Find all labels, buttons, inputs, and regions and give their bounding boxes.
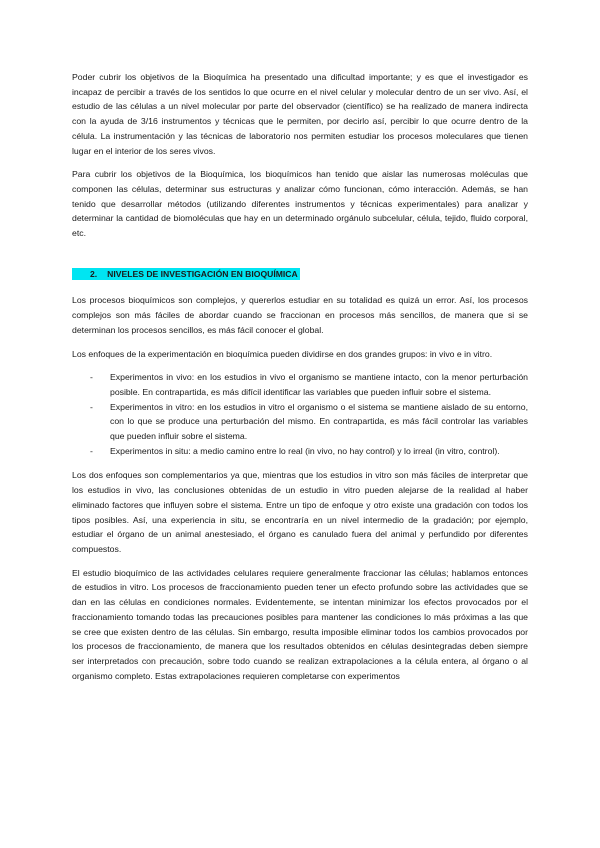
paragraph-enfoques: Los enfoques de la experimentación en bioquímica pueden dividirse en dos grandes grupos: in vivo e in vitro.: [72, 348, 493, 359]
paragraph-objetivos: Poder cubrir los objetivos de la Bioquímica ha presentado una dificultad importante; y es que el investigador es incapaz de percibir a través de los sentidos lo que ocurre en el nivel celular y molecular dentro de un ser vivo. Así, el estudio de las células a un nivel molecular por parte del observador (científico) se ha realizado de manera indirecta con la ayuda de 3/16 instrumentos y técnicas que le permiten, por decirlo así, percibir lo que ocurre dentro de la célula. La instrumentación y las técnicas de laboratorio nos permiten estudiar los procesos moleculares que tienen lugar en el interior de los seres vivos.: [72, 72, 528, 156]
paragraph-fraccionamiento: El estudio bioquímico de las actividades celulares requiere generalmente fraccionar las células; hablamos entonces de estudios in vitro. Los procesos de fraccionamiento pueden tener un efecto profundo sobre las actividades que se dan en las células en condiciones normales. Evidentemente, se intentan minimizar los efectos provocados por el fraccionamiento tomando todas las precauciones posibles para mantener las condiciones lo más próximas a las que se cree que existen dentro de las células. Sin embargo, resulta imposible eliminar todos los cambios provocados por los procesos de fraccionamiento, de manera que los resultados obtenidos en células desintegradas deben siempre ser interpretados con precaución, sobre todo cuando se realizan extrapolaciones a la célula entera, al órgano o al organismo completo. Estas extrapolaciones requieren completarse con experimentos: [72, 567, 528, 681]
experiment-list: [72, 370, 528, 458]
paragraph-procesos: Los procesos bioquímicos son complejos, y quererlos estudiar en su totalidad es quizá un error. Así, los procesos complejos son más fáciles de abordar cuando se fraccionan en procesos más sencillos, de manera que si se determinan los procesos sencillos, es más fácil conocer el global.: [72, 295, 528, 335]
list-marker: -: [90, 372, 93, 383]
list-marker: -: [90, 401, 93, 412]
heading-highlight: [72, 268, 300, 280]
paragraph-complementarios: Los dos enfoques son complementarios ya que, mientras que los estudios in vitro son más fáciles de interpretar que los estudios in vivo, las conclusiones obtenidas de un estudio in vitro pueden alejarse de la realidad al haber eliminado factores que influyen sobre el sistema. Entre un tipo de enfoque y otro existe una gradación con todos los tipos posibles. Así, una experiencia in situ, se encontraría en un nivel intermedio de la gradación; por ejemplo, estudiar el órgano de un animal anestesiado, el órgano es canulado fuera del animal y perfundido por diferentes compuestos.: [72, 470, 528, 554]
paragraph-aislamiento: Para cubrir los objetivos de la Bioquímica, los bioquímicos han tenido que aislar las numerosas moléculas que componen las células, determinar sus estructuras y analizar cómo funcionan, cómo interacción. Además, se han tenido que desarrollar métodos (utilizando diferentes instrumentos y técnicas experimentales) para analizar y determinar la cantidad de biomoléculas que hay en un determinado orgánulo subcelular, célula, tejido, fluido corporal, etc.: [72, 169, 528, 239]
list-item: [90, 370, 528, 399]
list-item: [90, 444, 528, 459]
heading-number: 2.: [90, 268, 98, 279]
list-item-text: Experimentos in vivo: en los estudios in vivo el organismo se mantiene intacto, con la menor perturbación posible. En contrapartida, es más difícil identificar las variables que pueden influir sobre el sistema.: [110, 372, 528, 397]
list-marker: -: [90, 445, 93, 456]
section-heading: [72, 267, 528, 282]
list-item: [90, 400, 528, 444]
list-item-text: Experimentos in situ: a medio camino entre lo real (in vivo, no hay control) y lo irreal (in vitro, control).: [110, 445, 500, 456]
heading-text: NIVELES DE INVESTIGACIÓN EN BIOQUÍMICA: [107, 268, 298, 279]
list-item-text: Experimentos in vitro: en los estudios in vitro el organismo o el sistema se mantiene aislado de su entorno, con lo que se produce una perturbación del mismo. En contrapartida, es más fácil controlar las variables que pueden influir sobre el sistema.: [110, 401, 528, 442]
